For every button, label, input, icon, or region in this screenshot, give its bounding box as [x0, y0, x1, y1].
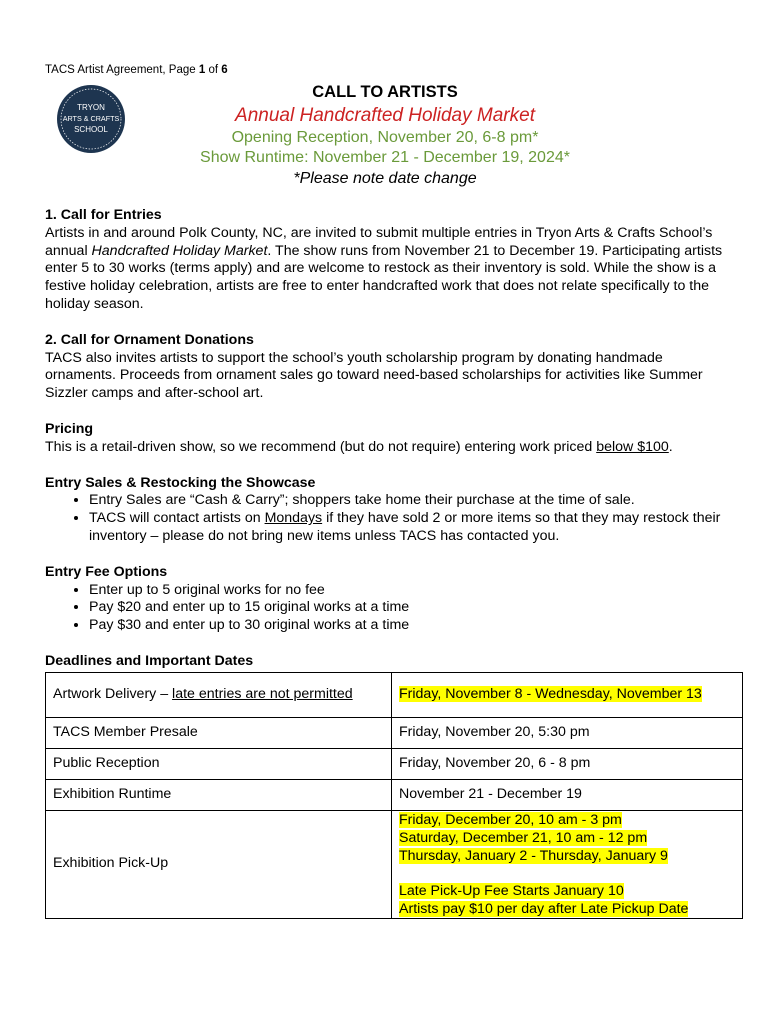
late-fee-start: Late Pick-Up Fee Starts January 10 [399, 882, 624, 899]
list-item: • Enter up to 5 original works for no fee [89, 582, 725, 600]
deadlines-title: Deadlines and Important Dates [45, 652, 254, 669]
page-header [45, 64, 228, 76]
school-logo [55, 83, 127, 155]
pickup-date-1: Friday, December 20, 10 am - 3 pm [399, 811, 622, 828]
row-value: November 21 - December 19 [392, 779, 743, 810]
row-value: Friday, November 20, 6 - 8 pm [392, 748, 743, 779]
row-label: Public Reception [46, 748, 392, 779]
call-to-artists-heading: CALL TO ARTISTS [312, 83, 458, 101]
market-title: Annual Handcrafted Holiday Market [235, 105, 535, 126]
section-2-text: TACS also invites artists to support the school’s youth scholarship program by donating handmade ornaments. Proceeds from ornament sales go toward need-based scholarships for activities like Summer Sizzler camps and after-school art. [45, 349, 703, 402]
pricing-text: This is a retail-driven show, so we recommend (but do not require) entering work priced below $100. [45, 438, 673, 455]
show-runtime: Show Runtime: November 21 - December 19, 2024* [200, 149, 570, 166]
logo-line-1: TRYON [77, 103, 105, 112]
pickup-date-3: Thursday, January 2 - Thursday, January 9 [399, 847, 668, 864]
list-item: • TACS will contact artists on Mondays if they have sold 2 or more items so that they may restock their inventory – please do not bring new items unless TACS has contacted you. [89, 510, 725, 546]
header-prefix: TACS Artist Agreement, Page [45, 64, 199, 76]
title-block [150, 82, 620, 190]
row-value: Friday, November 8 - Wednesday, November 13 [392, 672, 743, 717]
logo-line-3: SCHOOL [74, 125, 108, 134]
section-1-text: Artists in and around Polk County, NC, are invited to submit multiple entries in Tryon Arts & Crafts School’s annual Handcrafted Holiday Market. The show runs from November 21 to December 19. Participating artists enter 5 to 30 works (terms apply) and are welcome to restock as their inventory is sold. While the show is a festive holiday celebration, artists are free to enter handcrafted work that does not relate specifically to the holiday season. [45, 224, 723, 312]
list-item: • Pay $20 and enter up to 15 original works at a time [89, 599, 725, 617]
header-of: of [205, 64, 222, 76]
deadlines-table [45, 672, 743, 919]
row-label: Artwork Delivery – late entries are not permitted [46, 672, 392, 717]
table-row [46, 672, 743, 717]
header-page-number: 1 [198, 64, 206, 76]
opening-reception: Opening Reception, November 20, 6-8 pm* [231, 129, 539, 146]
list-item: • Entry Sales are “Cash & Carry”; shoppers take home their purchase at the time of sale. [89, 492, 725, 510]
table-row [46, 717, 743, 748]
header-page-total: 6 [221, 64, 228, 76]
date-change-note: *Please note date change [293, 170, 477, 187]
row-value [392, 810, 743, 918]
row-label: Exhibition Pick-Up [46, 810, 392, 918]
row-label: Exhibition Runtime [46, 779, 392, 810]
sales-list [45, 492, 725, 545]
table-row [46, 779, 743, 810]
row-value: Friday, November 20, 5:30 pm [392, 717, 743, 748]
table-row [46, 810, 743, 918]
logo-line-2: ARTS & CRAFTS [62, 114, 120, 123]
section-2-title: 2. Call for Ornament Donations [45, 331, 254, 348]
late-fee-rate: Artists pay $10 per day after Late Pickup Date [399, 900, 689, 917]
list-item: • Pay $30 and enter up to 30 original works at a time [89, 617, 725, 635]
fees-title: Entry Fee Options [45, 563, 168, 580]
pickup-date-2: Saturday, December 21, 10 am - 12 pm [399, 829, 648, 846]
row-label: TACS Member Presale [46, 717, 392, 748]
table-row [46, 748, 743, 779]
fees-list [45, 582, 725, 635]
sales-title: Entry Sales & Restocking the Showcase [45, 474, 316, 491]
document-body [45, 207, 725, 919]
section-1-title: 1. Call for Entries [45, 207, 162, 223]
pricing-title: Pricing [45, 420, 94, 437]
